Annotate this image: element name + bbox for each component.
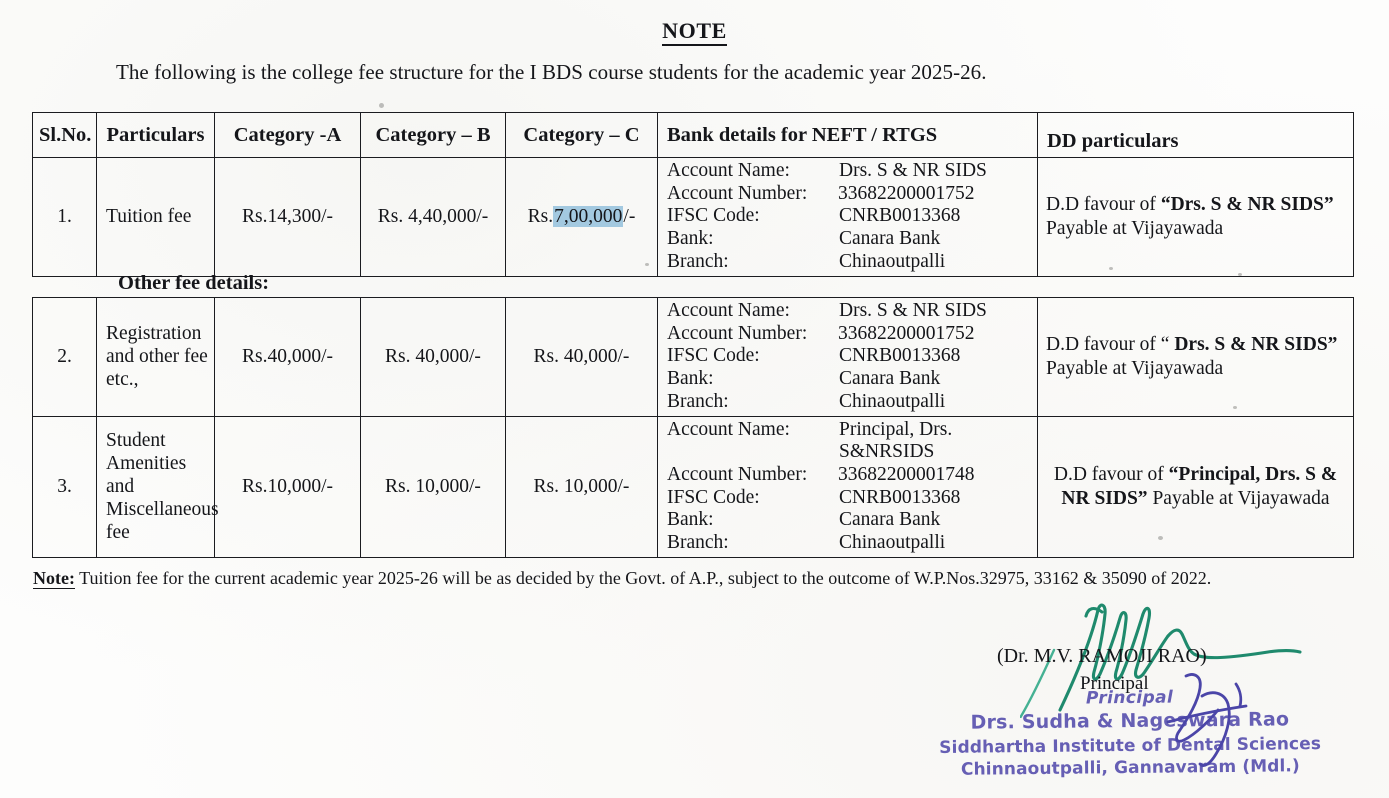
cell-category-c: Rs. 10,000/- <box>506 416 658 557</box>
bank-label-account-number: Account Number: <box>667 322 808 344</box>
scan-artifact <box>1238 273 1242 276</box>
signatory-title: Principal <box>1080 673 1149 694</box>
bank-account-number-row <box>667 464 1033 487</box>
column-header-sl-no: Sl.No. <box>33 113 97 158</box>
dd-bold-text: “Drs. S & NR SIDS” <box>1160 194 1334 216</box>
page-title-text: NOTE <box>662 18 727 46</box>
table-row <box>33 298 1354 417</box>
bank-label-bank: Bank: <box>667 368 714 390</box>
bank-ifsc-row <box>667 205 1033 228</box>
column-header-particulars: Particulars <box>97 113 215 158</box>
cell-sl-no: 1. <box>33 158 97 277</box>
bank-label-ifsc-code: IFSC Code: <box>667 205 760 227</box>
stamp-line-location: Chinnaoutpalli, Gannavaram (Mdl.) <box>960 756 1300 780</box>
scan-artifact <box>1158 536 1163 540</box>
bank-value-bank: Canara Bank <box>839 228 941 250</box>
cell-dd-particulars <box>1038 158 1354 277</box>
table-row <box>33 416 1354 557</box>
bank-label-branch: Branch: <box>667 532 729 554</box>
footer-note-label: Note: <box>33 568 75 588</box>
bank-value-account-name: Drs. S & NR SIDS <box>839 300 987 321</box>
bank-account-name-row <box>667 300 1033 323</box>
cell-bank-details <box>658 158 1038 277</box>
bank-account-name-row <box>667 419 1033 464</box>
footer-note <box>33 568 1211 589</box>
bank-value-account-number: 33682200001748 <box>838 463 975 485</box>
bank-label-account-name: Account Name: <box>667 300 790 321</box>
dd-bold-text: Drs. S & NR SIDS” <box>1174 334 1338 356</box>
cell-category-b: Rs. 10,000/- <box>361 416 506 557</box>
cell-bank-details <box>658 416 1038 557</box>
bank-label-branch: Branch: <box>667 250 729 272</box>
cell-category-c <box>506 158 658 277</box>
bank-branch-row <box>667 251 1033 274</box>
dd-tail-text: Payable at Vijayawada <box>1046 217 1224 239</box>
bank-name-row <box>667 368 1033 391</box>
cell-sl-no: 3. <box>33 416 97 557</box>
table-row <box>33 158 1354 277</box>
scan-artifact <box>379 103 384 108</box>
bank-label-account-name: Account Name: <box>667 160 790 181</box>
cell-particulars: Registration and other fee etc., <box>97 298 215 417</box>
cell-bank-details <box>658 298 1038 417</box>
other-fee-details-label: Other fee details: <box>118 272 270 294</box>
cell-dd-particulars <box>1038 298 1354 417</box>
bank-account-number-row <box>667 323 1033 346</box>
fee-table-primary <box>32 112 1354 277</box>
official-stamp <box>930 685 1331 782</box>
dd-lead-text: D.D favour of “ <box>1046 334 1175 356</box>
bank-value-ifsc-code: CNRB0013368 <box>839 345 961 367</box>
bank-branch-row <box>667 532 1033 555</box>
bank-label-ifsc-code: IFSC Code: <box>667 345 760 367</box>
bank-value-account-name: Drs. S & NR SIDS <box>839 160 987 181</box>
bank-branch-row <box>667 391 1033 414</box>
cell-sl-no: 2. <box>33 298 97 417</box>
cell-category-a: Rs.14,300/- <box>215 158 361 277</box>
dd-bold-text: “Principal, Drs. S & NR SIDS” <box>1061 464 1338 509</box>
bank-ifsc-row <box>667 345 1033 368</box>
bank-value-branch: Chinaoutpalli <box>839 532 946 554</box>
bank-value-ifsc-code: CNRB0013368 <box>839 486 961 508</box>
bank-label-account-number: Account Number: <box>667 182 808 204</box>
column-header-bank-details: Bank details for NEFT / RTGS <box>658 113 1038 158</box>
bank-value-branch: Chinaoutpalli <box>839 390 946 412</box>
bank-label-account-number: Account Number: <box>667 463 808 485</box>
fee-table-secondary <box>32 297 1354 558</box>
cell-category-b: Rs. 40,000/- <box>361 298 506 417</box>
cell-category-a: Rs.10,000/- <box>215 416 361 557</box>
bank-name-row <box>667 228 1033 251</box>
bank-label-bank: Bank: <box>667 228 714 250</box>
cell-category-b: Rs. 4,40,000/- <box>361 158 506 277</box>
bank-value-ifsc-code: CNRB0013368 <box>839 205 961 227</box>
amount-prefix: Rs. <box>527 205 554 227</box>
bank-value-account-number: 33682200001752 <box>838 322 975 344</box>
bank-value-account-number: 33682200001752 <box>838 182 975 204</box>
dd-lead-text: D.D favour of <box>1053 464 1169 486</box>
footer-note-text: Tuition fee for the current academic year 2025-26 will be as decided by the Govt. of A.P., subject to the outcome of W.P.Nos.32975, 33162 & 35090 of 2022. <box>74 568 1212 588</box>
bank-label-branch: Branch: <box>667 390 729 412</box>
cell-particulars: Tuition fee <box>97 158 215 277</box>
intro-paragraph: The following is the college fee structure for the I BDS course students for the academic year 2025-26. <box>116 60 987 84</box>
cell-category-c: Rs. 40,000/- <box>506 298 658 417</box>
bank-account-name-row <box>667 160 1033 183</box>
page-title <box>0 18 1389 44</box>
cell-particulars: Student Amenities and Miscellaneous fee <box>97 416 215 557</box>
cell-dd-particulars <box>1038 416 1354 557</box>
column-header-category-a: Category -A <box>215 113 361 158</box>
dd-lead-text: D.D favour of <box>1046 194 1161 216</box>
bank-account-number-row <box>667 183 1033 206</box>
scan-artifact <box>645 263 649 266</box>
cell-category-a: Rs.40,000/- <box>215 298 361 417</box>
stamp-line-institution-heads: Drs. Sudha & Nageswara Rao <box>970 708 1290 735</box>
bank-value-bank: Canara Bank <box>839 509 941 531</box>
bank-label-account-name: Account Name: <box>667 418 790 440</box>
bank-ifsc-row <box>667 487 1033 510</box>
bank-value-account-name: Principal, Drs. S&NRSIDS <box>839 418 953 463</box>
signatory-name: (Dr. M.V. RAMOJI RAO) <box>997 645 1207 667</box>
bank-value-branch: Chinaoutpalli <box>839 250 946 272</box>
bank-name-row <box>667 509 1033 532</box>
bank-label-ifsc-code: IFSC Code: <box>667 486 760 508</box>
amount-suffix: /- <box>623 205 636 227</box>
column-header-category-b: Category – B <box>361 113 506 158</box>
stamp-line-institution-name: Siddhartha Institute of Dental Sciences <box>939 733 1322 758</box>
dd-tail-text: Payable at Vijayawada <box>1046 357 1224 379</box>
stamp-line-principal: Principal <box>1085 687 1174 709</box>
scan-artifact <box>1109 267 1113 270</box>
table-header-row <box>33 113 1354 158</box>
scan-artifact <box>1233 406 1237 409</box>
column-header-dd-particulars: DD particulars <box>1038 113 1354 158</box>
column-header-category-c: Category – C <box>506 113 658 158</box>
bank-value-bank: Canara Bank <box>839 368 941 390</box>
highlighted-amount[interactable]: 7,00,000 <box>554 205 623 227</box>
bank-label-bank: Bank: <box>667 509 714 531</box>
dd-tail-text: Payable at Vijayawada <box>1147 487 1330 509</box>
